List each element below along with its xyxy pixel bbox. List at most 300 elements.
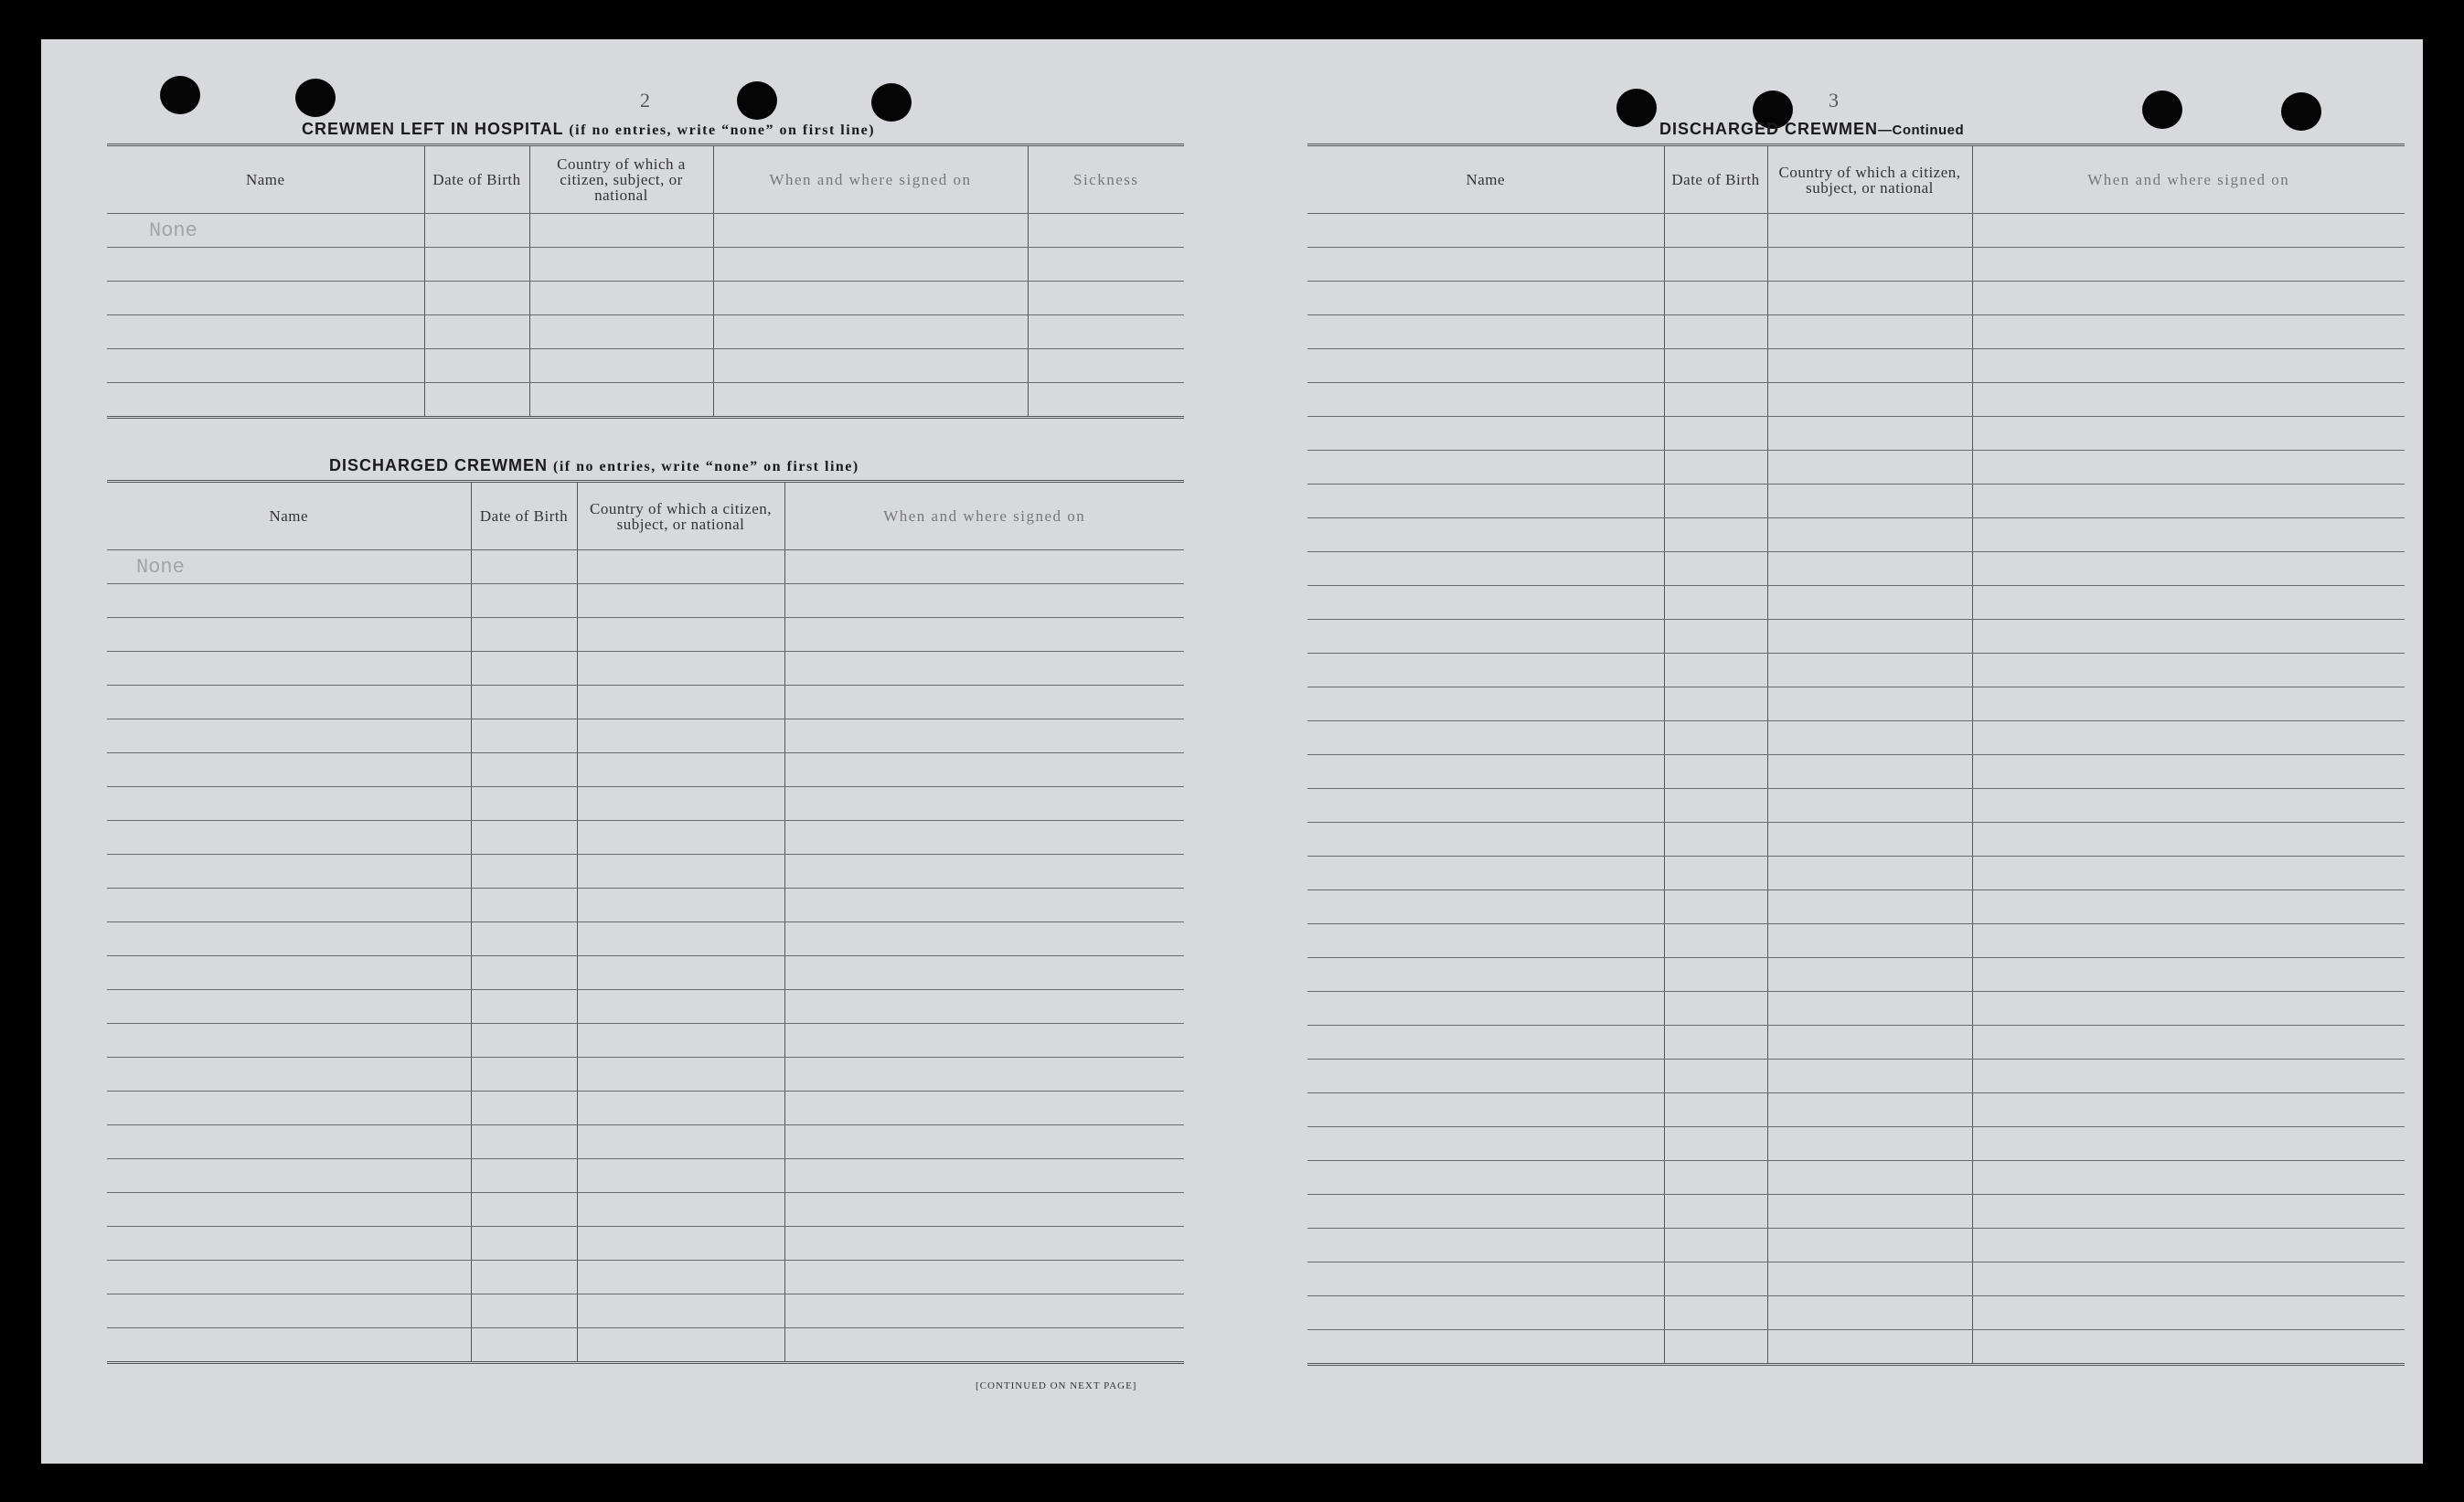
table-cell	[1767, 1262, 1972, 1296]
column-header-signed-on: When and where signed on	[1972, 145, 2405, 214]
table-row	[107, 686, 1184, 719]
table-cell	[1307, 823, 1664, 857]
table-cell	[1767, 1161, 1972, 1195]
table-cell	[577, 956, 784, 990]
table-cell	[1664, 485, 1767, 518]
table-cell	[1767, 857, 1972, 890]
table-cell	[1972, 417, 2405, 451]
punch-hole	[737, 81, 777, 120]
table-cell	[1972, 620, 2405, 654]
table-row	[1307, 992, 2405, 1026]
table-cell	[1307, 890, 1664, 924]
table-cell	[1767, 1127, 1972, 1161]
discharged-continued-rows	[1307, 214, 2405, 1365]
document-sheet	[41, 39, 2423, 1464]
table-cell	[784, 956, 1184, 990]
table-cell	[1767, 992, 1972, 1026]
table-row	[107, 618, 1184, 652]
table-cell	[577, 922, 784, 956]
table-cell	[107, 1328, 471, 1363]
table-row	[107, 1092, 1184, 1125]
column-header-date-of-birth: Date of Birth	[1664, 145, 1767, 214]
table-cell	[577, 1193, 784, 1227]
table-cell	[1767, 958, 1972, 992]
hospital-instruction: (if no entries, write “none” on first line)	[569, 123, 876, 138]
column-header-signed-on: When and where signed on	[713, 145, 1028, 214]
name-cell-entry: None	[107, 214, 424, 248]
table-cell	[1972, 1161, 2405, 1195]
table-cell	[107, 787, 471, 821]
table-cell	[1972, 282, 2405, 315]
table-cell	[1972, 687, 2405, 721]
table-cell	[471, 719, 577, 753]
table-row	[107, 753, 1184, 787]
table-cell	[1664, 417, 1767, 451]
table-cell	[1767, 248, 1972, 282]
table-cell	[1664, 518, 1767, 552]
table-row	[1307, 789, 2405, 823]
table-cell	[107, 1193, 471, 1227]
column-header-date-of-birth: Date of Birth	[424, 145, 529, 214]
punch-hole	[1616, 89, 1657, 127]
table-cell	[107, 753, 471, 787]
table-cell	[1972, 586, 2405, 620]
table-cell	[577, 584, 784, 618]
table-cell	[1664, 755, 1767, 789]
table-cell	[577, 618, 784, 652]
table-cell	[107, 1024, 471, 1058]
table-cell	[1972, 383, 2405, 417]
hospital-table	[107, 144, 1184, 419]
table-row	[107, 956, 1184, 990]
table-cell	[784, 1058, 1184, 1092]
table-row	[1307, 1262, 2405, 1296]
table-row	[1307, 552, 2405, 586]
table-cell	[1972, 349, 2405, 383]
table-row	[1307, 586, 2405, 620]
table-cell	[471, 990, 577, 1024]
table-cell	[1664, 214, 1767, 248]
table-cell	[1664, 687, 1767, 721]
table-cell	[1972, 451, 2405, 485]
table-cell	[784, 1261, 1184, 1294]
table-cell	[1664, 992, 1767, 1026]
punch-hole	[2142, 91, 2182, 129]
table-cell	[1972, 992, 2405, 1026]
table-row	[1307, 383, 2405, 417]
table-cell	[1767, 349, 1972, 383]
table-row	[107, 889, 1184, 922]
table-cell	[471, 1125, 577, 1159]
table-cell	[1767, 518, 1972, 552]
table-row	[107, 855, 1184, 889]
table-cell	[577, 1159, 784, 1193]
table-cell	[1767, 451, 1972, 485]
table-cell	[1972, 248, 2405, 282]
table-row	[107, 584, 1184, 618]
table-row	[107, 1024, 1184, 1058]
table-cell	[1767, 586, 1972, 620]
table-cell	[1972, 924, 2405, 958]
table-cell	[1972, 1026, 2405, 1060]
table-row	[1307, 315, 2405, 349]
table-cell	[1307, 1060, 1664, 1093]
column-header-date-of-birth: Date of Birth	[471, 482, 577, 550]
table-row	[107, 719, 1184, 753]
table-cell	[1972, 823, 2405, 857]
table-cell	[471, 652, 577, 686]
table-cell	[1664, 383, 1767, 417]
table-cell	[784, 1193, 1184, 1227]
column-header-signed-on: When and where signed on	[784, 482, 1184, 550]
hospital-rows	[107, 214, 1184, 418]
table-row	[107, 1294, 1184, 1328]
table-cell	[1767, 1060, 1972, 1093]
table-row	[1307, 958, 2405, 992]
table-row	[1307, 1195, 2405, 1229]
table-cell	[1307, 1262, 1664, 1296]
table-row	[1307, 1026, 2405, 1060]
table-cell	[107, 1294, 471, 1328]
table-cell	[1972, 1262, 2405, 1296]
table-cell	[1307, 958, 1664, 992]
table-cell	[1767, 1093, 1972, 1127]
table-cell	[107, 855, 471, 889]
table-cell	[1664, 890, 1767, 924]
table-row	[1307, 518, 2405, 552]
discharged-rows	[107, 550, 1184, 1363]
table-cell	[1767, 789, 1972, 823]
table-cell	[1972, 518, 2405, 552]
table-cell	[1307, 282, 1664, 315]
table-cell	[107, 922, 471, 956]
table-cell	[1664, 1127, 1767, 1161]
table-cell	[1664, 349, 1767, 383]
table-cell	[1307, 451, 1664, 485]
table-cell	[784, 922, 1184, 956]
table-cell	[471, 821, 577, 855]
table-cell	[1664, 789, 1767, 823]
table-cell	[1307, 1093, 1664, 1127]
table-cell	[107, 1125, 471, 1159]
table-cell	[1767, 1229, 1972, 1262]
table-cell	[1307, 417, 1664, 451]
table-cell	[784, 855, 1184, 889]
table-cell	[1307, 383, 1664, 417]
table-cell	[1664, 654, 1767, 687]
table-row	[107, 1328, 1184, 1363]
table-cell	[107, 584, 471, 618]
column-header-country: Country of which a citizen, subject, or national	[577, 482, 784, 550]
table-cell	[577, 753, 784, 787]
table-cell	[1767, 721, 1972, 755]
table-cell	[1767, 1330, 1972, 1365]
table-cell	[1972, 755, 2405, 789]
table-cell	[1307, 620, 1664, 654]
table-cell	[1664, 586, 1767, 620]
table-row	[1307, 417, 2405, 451]
table-cell	[1972, 857, 2405, 890]
punch-hole	[160, 76, 200, 114]
table-cell	[1972, 315, 2405, 349]
table-cell	[471, 1261, 577, 1294]
table-cell	[1972, 721, 2405, 755]
table-cell	[107, 1227, 471, 1261]
table-cell	[577, 1294, 784, 1328]
punch-hole	[2281, 92, 2321, 131]
table-cell	[784, 719, 1184, 753]
table-cell	[1972, 654, 2405, 687]
table-cell	[784, 1294, 1184, 1328]
table-cell	[577, 787, 784, 821]
continued-note: [CONTINUED ON NEXT PAGE]	[976, 1380, 1137, 1391]
table-cell	[1767, 1026, 1972, 1060]
table-cell	[1307, 214, 1664, 248]
table-cell	[1664, 1026, 1767, 1060]
table-cell	[784, 990, 1184, 1024]
table-cell	[784, 1024, 1184, 1058]
table-cell	[1767, 687, 1972, 721]
table-cell	[1664, 823, 1767, 857]
table-row	[1307, 823, 2405, 857]
table-cell	[471, 956, 577, 990]
table-cell	[1767, 417, 1972, 451]
page-number: 2	[640, 89, 650, 112]
table-row	[107, 787, 1184, 821]
table-cell	[1664, 282, 1767, 315]
column-header-country: Country of which a citizen, subject, or national	[529, 145, 713, 214]
table-cell	[1972, 1296, 2405, 1330]
table-cell	[1972, 1060, 2405, 1093]
table-cell	[1767, 315, 1972, 349]
table-cell	[1664, 1161, 1767, 1195]
table-cell	[1664, 451, 1767, 485]
table-cell	[471, 787, 577, 821]
table-row	[107, 1159, 1184, 1193]
table-cell	[1767, 654, 1972, 687]
table-cell	[471, 1159, 577, 1193]
column-header-name: Name	[107, 145, 424, 214]
table-cell	[1972, 1127, 2405, 1161]
table-row	[1307, 1296, 2405, 1330]
table-cell	[1664, 857, 1767, 890]
column-header-name: Name	[1307, 145, 1664, 214]
table-cell	[1664, 1093, 1767, 1127]
table-cell	[1307, 1296, 1664, 1330]
column-header-country: Country of which a citizen, subject, or national	[1767, 145, 1972, 214]
table-cell	[107, 1092, 471, 1125]
table-cell	[1307, 721, 1664, 755]
table-cell	[1307, 992, 1664, 1026]
table-cell	[577, 1092, 784, 1125]
table-cell	[577, 889, 784, 922]
table-cell	[471, 922, 577, 956]
discharged-title: DISCHARGED CREWMEN	[329, 456, 549, 474]
table-row	[1307, 1093, 2405, 1127]
table-cell	[1664, 1330, 1767, 1365]
table-cell	[1664, 721, 1767, 755]
table-cell	[1767, 890, 1972, 924]
table-cell	[107, 821, 471, 855]
table-cell	[1664, 315, 1767, 349]
column-header-name: Name	[107, 482, 471, 550]
table-row	[1307, 248, 2405, 282]
table-cell	[784, 652, 1184, 686]
table-cell	[784, 1092, 1184, 1125]
table-cell	[471, 753, 577, 787]
table-cell	[1767, 552, 1972, 586]
discharged-continued-title: DISCHARGED CREWMEN	[1659, 120, 1879, 138]
table-cell	[1307, 485, 1664, 518]
table-cell	[107, 1058, 471, 1092]
discharged-continued-table	[1307, 144, 2405, 1366]
table-cell	[784, 1328, 1184, 1363]
table-cell	[107, 889, 471, 922]
table-row	[1307, 1127, 2405, 1161]
table-cell	[471, 1092, 577, 1125]
table-cell	[1307, 1330, 1664, 1365]
table-row	[1307, 924, 2405, 958]
table-cell	[471, 584, 577, 618]
table-cell	[1972, 485, 2405, 518]
table-cell	[1767, 1195, 1972, 1229]
table-cell	[107, 956, 471, 990]
table-cell	[577, 821, 784, 855]
table-row	[1307, 755, 2405, 789]
table-cell	[1307, 755, 1664, 789]
table-cell	[577, 1125, 784, 1159]
table-cell	[1972, 552, 2405, 586]
table-row	[1307, 620, 2405, 654]
table-row	[107, 1058, 1184, 1092]
table-cell	[1307, 586, 1664, 620]
table-cell	[1664, 1262, 1767, 1296]
table-row	[107, 652, 1184, 686]
table-cell	[1307, 1026, 1664, 1060]
table-cell	[1307, 248, 1664, 282]
table-cell	[1307, 654, 1664, 687]
page-number: 3	[1829, 89, 1839, 112]
table-row	[1307, 282, 2405, 315]
table-cell	[1972, 1093, 2405, 1127]
table-cell	[471, 1328, 577, 1363]
table-cell	[577, 719, 784, 753]
table-cell	[107, 686, 471, 719]
table-cell	[784, 787, 1184, 821]
table-row	[107, 990, 1184, 1024]
table-cell	[1664, 1060, 1767, 1093]
discharged-continued-section-title	[1659, 120, 1964, 139]
table-cell	[471, 618, 577, 652]
table-cell	[577, 686, 784, 719]
table-cell	[577, 990, 784, 1024]
table-cell	[1664, 620, 1767, 654]
table-row	[107, 922, 1184, 956]
table-row	[107, 1261, 1184, 1294]
table-cell	[1767, 214, 1972, 248]
table-cell	[1307, 687, 1664, 721]
hospital-title: CREWMEN LEFT IN HOSPITAL	[302, 120, 564, 138]
table-row	[1307, 451, 2405, 485]
table-cell	[784, 584, 1184, 618]
table-cell	[577, 1261, 784, 1294]
table-cell	[1767, 823, 1972, 857]
table-cell	[107, 1261, 471, 1294]
continued-label: —Continued	[1878, 123, 1965, 138]
table-cell	[1664, 552, 1767, 586]
table-cell	[1767, 620, 1972, 654]
table-cell	[1972, 1195, 2405, 1229]
punch-hole	[295, 79, 336, 117]
table-cell	[1972, 958, 2405, 992]
table-cell	[107, 652, 471, 686]
table-row	[1307, 1161, 2405, 1195]
table-cell	[1307, 518, 1664, 552]
table-cell	[471, 1024, 577, 1058]
table-cell	[1972, 1229, 2405, 1262]
table-cell	[1307, 1195, 1664, 1229]
table-row	[1307, 654, 2405, 687]
table-cell	[784, 753, 1184, 787]
table-cell	[1664, 924, 1767, 958]
table-cell	[784, 1159, 1184, 1193]
table-cell	[577, 1328, 784, 1363]
table-row	[107, 1227, 1184, 1261]
table-cell	[784, 1227, 1184, 1261]
table-cell	[471, 1227, 577, 1261]
table-row	[107, 821, 1184, 855]
table-cell	[471, 1058, 577, 1092]
table-row	[1307, 214, 2405, 248]
table-cell	[1307, 315, 1664, 349]
table-cell	[577, 1058, 784, 1092]
table-row	[1307, 687, 2405, 721]
column-header-sickness: Sickness	[1028, 145, 1184, 214]
table-cell	[471, 889, 577, 922]
table-cell	[784, 618, 1184, 652]
table-cell	[1767, 383, 1972, 417]
table-cell	[107, 618, 471, 652]
name-cell-entry: None	[107, 550, 471, 584]
table-cell	[1307, 349, 1664, 383]
discharged-table	[107, 480, 1184, 1364]
table-cell	[1307, 1127, 1664, 1161]
table-cell	[577, 652, 784, 686]
table-row	[1307, 1060, 2405, 1093]
table-cell	[1664, 1296, 1767, 1330]
discharged-instruction: (if no entries, write “none” on first line)	[553, 459, 859, 474]
table-row	[1307, 890, 2405, 924]
table-cell	[577, 855, 784, 889]
table-cell	[1767, 485, 1972, 518]
table-cell	[577, 1227, 784, 1261]
table-row	[107, 1193, 1184, 1227]
table-row	[1307, 349, 2405, 383]
table-cell	[1767, 1296, 1972, 1330]
table-row	[1307, 721, 2405, 755]
table-cell	[1972, 890, 2405, 924]
table-row	[1307, 485, 2405, 518]
table-row	[1307, 857, 2405, 890]
table-cell	[1307, 924, 1664, 958]
table-row	[107, 1125, 1184, 1159]
table-cell	[1664, 1195, 1767, 1229]
discharged-section-title	[329, 456, 859, 475]
table-cell	[784, 889, 1184, 922]
table-cell	[1307, 789, 1664, 823]
table-cell	[1972, 1330, 2405, 1365]
table-cell	[1972, 214, 2405, 248]
